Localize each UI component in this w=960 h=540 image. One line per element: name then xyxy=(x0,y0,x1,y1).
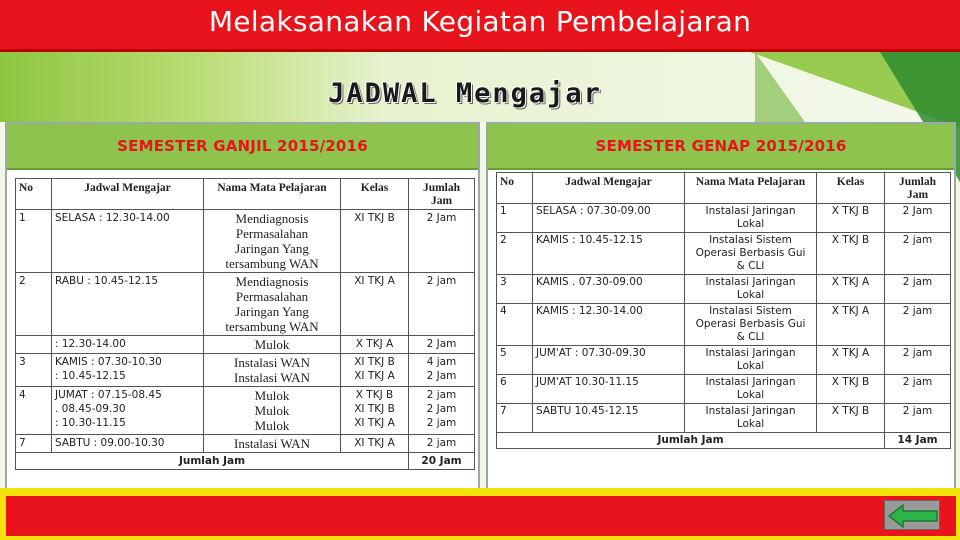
cell-line: SELASA : 07.30-09.00 xyxy=(536,205,651,217)
cell-mapel xyxy=(685,404,817,433)
cell-kelas xyxy=(817,304,885,346)
cell-line: X TKJ B xyxy=(831,376,870,388)
cell-line: SELASA : 12.30-14.00 xyxy=(55,212,170,224)
cell-mapel xyxy=(204,387,341,435)
cell-line: 2 jam xyxy=(902,234,933,246)
cell-no: 1 xyxy=(16,210,52,273)
cell-line: KAMIS : 10.45-12.15 xyxy=(536,234,643,246)
cell-line: Instalasi Jaringan xyxy=(705,347,796,359)
cell-mapel xyxy=(685,304,817,346)
cell-line: KAMIS : 12.30-14.00 xyxy=(536,305,643,317)
cell-mapel xyxy=(685,375,817,404)
cell-line: Instalasi Jaringan xyxy=(705,376,796,388)
total-row xyxy=(16,453,475,470)
cell-line: XI TKJ A xyxy=(354,437,395,449)
cell-line: 2 Jam xyxy=(426,212,457,224)
cell-jadwal xyxy=(52,273,204,336)
cell-line: KAMIS . 07.30-09.00 xyxy=(536,276,643,288)
cell-line: Instalasi Jaringan xyxy=(705,205,796,217)
cell-mapel xyxy=(204,354,341,387)
column-header: Kelas xyxy=(817,173,885,204)
schedule-table-ganjil xyxy=(15,178,475,470)
left-arrow-icon xyxy=(887,503,939,529)
cell-no: 3 xyxy=(497,275,533,304)
semester-genap-panel xyxy=(486,122,956,494)
cell-kelas xyxy=(817,275,885,304)
cell-line: tersambung WAN xyxy=(225,256,319,271)
cell-line: 2 jam xyxy=(426,389,457,401)
cell-line: Mulok xyxy=(254,388,290,403)
cell-jadwal xyxy=(533,233,685,275)
cell-kelas xyxy=(817,404,885,433)
cell-line: Mendiagnosis xyxy=(235,211,309,226)
cell-line: XI TKJ B xyxy=(354,212,395,224)
cell-line: XI TKJ B xyxy=(354,403,395,415)
cell-jadwal xyxy=(52,210,204,273)
cell-jadwal xyxy=(52,387,204,435)
cell-no: 5 xyxy=(497,346,533,375)
cell-line: X TKJ A xyxy=(831,305,870,317)
cell-line: KAMIS : 07.30-10.30 xyxy=(55,356,162,368)
cell-line: X TKJ B xyxy=(831,205,870,217)
cell-line: Jaringan Yang xyxy=(235,304,309,319)
cell-line: : 10.45-12.15 xyxy=(55,370,126,382)
column-header: Jumlah Jam xyxy=(885,173,951,204)
total-value: 14 Jam xyxy=(885,433,951,449)
cell-kelas xyxy=(341,273,409,336)
table-row xyxy=(497,404,951,433)
cell-line: Operasi Berbasis Gui xyxy=(695,318,806,330)
cell-mapel xyxy=(204,210,341,273)
cell-line: 2 Jam xyxy=(426,370,457,382)
cell-kelas xyxy=(341,387,409,435)
cell-kelas xyxy=(341,210,409,273)
cell-line: 2 Jam xyxy=(426,403,457,415)
table-header-row xyxy=(16,179,475,210)
cell-no: 2 xyxy=(497,233,533,275)
slide-title: Melaksanakan Kegiatan Pembelajaran xyxy=(208,5,752,38)
cell-line: Lokal xyxy=(736,360,765,372)
cell-kelas xyxy=(817,204,885,233)
cell-no: 1 xyxy=(497,204,533,233)
table-row xyxy=(16,210,475,273)
cell-mapel xyxy=(685,204,817,233)
cell-line: : 12.30-14.00 xyxy=(55,338,126,350)
cell-mapel xyxy=(204,435,341,453)
cell-mapel xyxy=(685,233,817,275)
cell-line: Permasalahan xyxy=(235,289,309,304)
column-header: No xyxy=(497,173,533,204)
table-row xyxy=(497,204,951,233)
cell-line: X TKJ B xyxy=(831,405,870,417)
cell-line: Lokal xyxy=(736,218,765,230)
table-header-row xyxy=(497,173,951,204)
cell-no: 7 xyxy=(497,404,533,433)
cell-line: Mendiagnosis xyxy=(235,274,309,289)
cell-mapel xyxy=(204,273,341,336)
cell-line: Instalasi WAN xyxy=(234,355,310,370)
cell-line: 2 jam xyxy=(902,276,933,288)
column-header: Kelas xyxy=(341,179,409,210)
cell-jadwal xyxy=(52,354,204,387)
cell-line: 4 jam xyxy=(426,356,457,368)
table-row xyxy=(16,336,475,354)
total-row xyxy=(497,433,951,449)
cell-line: SABTU 10.45-12.15 xyxy=(536,405,639,417)
cell-line: Lokal xyxy=(736,389,765,401)
cell-line: : 10.30-11.15 xyxy=(55,417,126,429)
cell-line: X TKJ B xyxy=(831,234,870,246)
cell-jam xyxy=(885,304,951,346)
cell-line: 2 Jam xyxy=(426,338,457,350)
schedule-table-genap xyxy=(496,172,951,449)
cell-line: 2 jam xyxy=(426,275,457,287)
cell-line: . 08.45-09.30 xyxy=(55,403,126,415)
cell-line: JUM'AT 10.30-11.15 xyxy=(536,376,639,388)
cell-line: X TKJ A xyxy=(831,347,870,359)
main-title: JADWAL Mengajar xyxy=(328,78,602,109)
cell-line: Mulok xyxy=(254,337,290,352)
back-button[interactable] xyxy=(884,500,940,530)
cell-jam xyxy=(409,336,475,354)
cell-line: XI TKJ A xyxy=(354,417,395,429)
cell-line: 2 Jam xyxy=(902,205,933,217)
cell-line: Permasalahan xyxy=(235,226,309,241)
cell-line: Mulok xyxy=(254,418,290,433)
cell-line: X TKJ B xyxy=(355,389,394,401)
cell-jadwal xyxy=(533,375,685,404)
cell-jadwal xyxy=(533,275,685,304)
cell-kelas xyxy=(341,435,409,453)
table-row xyxy=(16,273,475,336)
cell-line: 2 jam xyxy=(902,305,933,317)
cell-jam xyxy=(409,354,475,387)
cell-no: 4 xyxy=(16,387,52,435)
cell-line: Instalasi Sistem xyxy=(709,234,792,246)
table-row xyxy=(16,387,475,435)
total-label: Jumlah Jam xyxy=(497,433,885,449)
cell-jam xyxy=(409,387,475,435)
column-header: Jadwal Mengajar xyxy=(52,179,204,210)
cell-jam xyxy=(885,233,951,275)
cell-line: Instalasi Sistem xyxy=(709,305,792,317)
cell-line: Instalasi Jaringan xyxy=(705,276,796,288)
semester-genap-heading: SEMESTER GENAP 2015/2016 xyxy=(488,124,954,170)
column-header: Jumlah Jam xyxy=(409,179,475,210)
cell-line: Operasi Berbasis Gui xyxy=(695,247,806,259)
cell-no: 3 xyxy=(16,354,52,387)
semester-ganjil-panel xyxy=(5,122,480,494)
cell-line: XI TKJ A xyxy=(354,275,395,287)
cell-jadwal xyxy=(533,404,685,433)
cell-line: Instalasi Jaringan xyxy=(705,405,796,417)
semester-ganjil-heading: SEMESTER GANJIL 2015/2016 xyxy=(7,124,478,170)
table-row xyxy=(497,375,951,404)
cell-line: JUM'AT : 07.30-09.30 xyxy=(536,347,646,359)
cell-line: JUMAT : 07.15-08.45 xyxy=(55,389,162,401)
table-row xyxy=(16,354,475,387)
cell-line: X TKJ A xyxy=(831,276,870,288)
column-header: Nama Mata Pelajaran xyxy=(685,173,817,204)
cell-jadwal xyxy=(533,346,685,375)
column-header: No xyxy=(16,179,52,210)
cell-jadwal xyxy=(533,304,685,346)
table-row xyxy=(497,275,951,304)
cell-line: 2 jam xyxy=(902,376,933,388)
cell-no: 6 xyxy=(497,375,533,404)
cell-line: 2 jam xyxy=(902,347,933,359)
cell-kelas xyxy=(817,346,885,375)
cell-jam xyxy=(885,404,951,433)
cell-no: 7 xyxy=(16,435,52,453)
cell-line: 2 jam xyxy=(426,417,457,429)
cell-line: & CLI xyxy=(736,260,765,272)
cell-kelas xyxy=(341,336,409,354)
cell-line: Instalasi WAN xyxy=(234,370,310,385)
cell-line: X TKJ A xyxy=(355,338,394,350)
cell-no: 2 xyxy=(16,273,52,336)
cell-jam xyxy=(409,273,475,336)
cell-line: Jaringan Yang xyxy=(235,241,309,256)
cell-mapel xyxy=(685,275,817,304)
table-row xyxy=(497,346,951,375)
cell-jam xyxy=(885,346,951,375)
cell-jam xyxy=(885,275,951,304)
total-value: 20 Jam xyxy=(409,453,475,470)
cell-line: RABU : 10.45-12.15 xyxy=(55,275,159,287)
cell-kelas xyxy=(817,375,885,404)
cell-jadwal xyxy=(533,204,685,233)
table-row xyxy=(497,304,951,346)
cell-kelas xyxy=(817,233,885,275)
cell-jadwal xyxy=(52,435,204,453)
cell-line: XI TKJ A xyxy=(354,370,395,382)
cell-line: SABTU : 09.00-10.30 xyxy=(55,437,165,449)
cell-line: XI TKJ B xyxy=(354,356,395,368)
cell-mapel xyxy=(204,336,341,354)
footer-band xyxy=(6,496,956,536)
cell-no: 4 xyxy=(497,304,533,346)
cell-line: Lokal xyxy=(736,418,765,430)
table-row xyxy=(497,233,951,275)
cell-line: 2 jam xyxy=(426,437,457,449)
total-label: Jumlah Jam xyxy=(16,453,409,470)
cell-line: Instalasi WAN xyxy=(234,436,310,451)
cell-line: Lokal xyxy=(736,289,765,301)
table-row xyxy=(16,435,475,453)
cell-jam xyxy=(885,204,951,233)
cell-line: tersambung WAN xyxy=(225,319,319,334)
cell-jam xyxy=(409,210,475,273)
cell-jam xyxy=(409,435,475,453)
cell-no xyxy=(16,336,52,354)
title-bar xyxy=(0,0,960,52)
column-header: Jadwal Mengajar xyxy=(533,173,685,204)
cell-line: Mulok xyxy=(254,403,290,418)
cell-line: 2 jam xyxy=(902,405,933,417)
cell-jam xyxy=(885,375,951,404)
cell-mapel xyxy=(685,346,817,375)
cell-kelas xyxy=(341,354,409,387)
cell-jadwal xyxy=(52,336,204,354)
cell-line: & CLI xyxy=(736,331,765,343)
column-header: Nama Mata Pelajaran xyxy=(204,179,341,210)
